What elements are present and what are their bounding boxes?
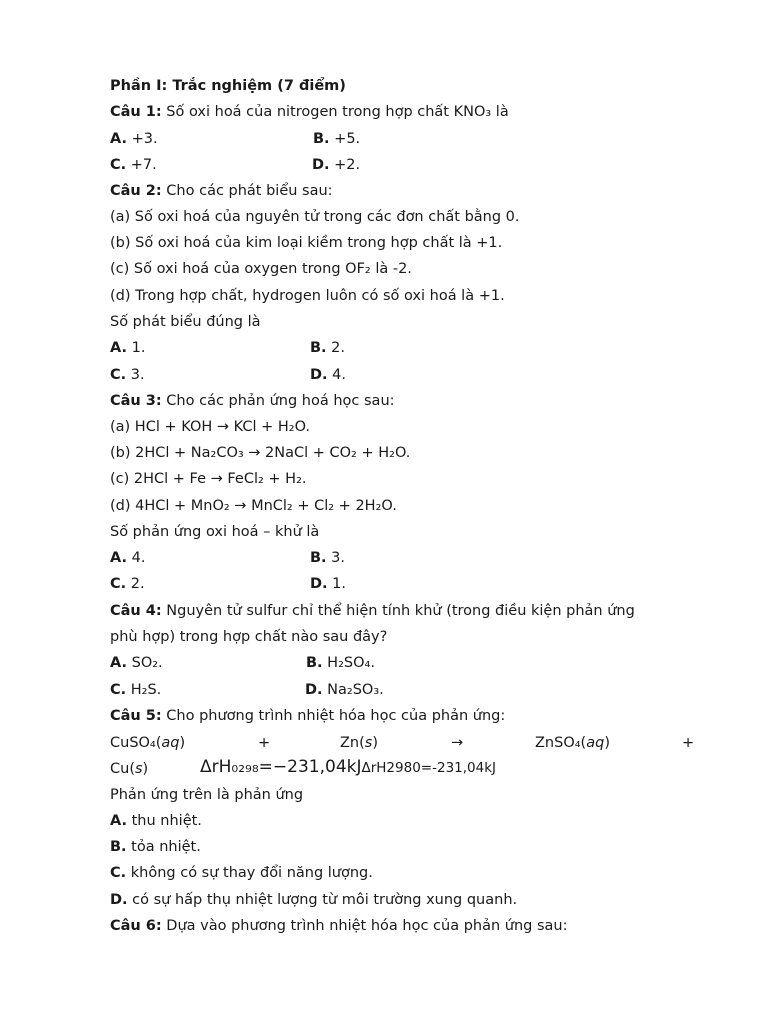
q4-option-a — [110, 653, 163, 673]
question-text: Số oxi hoá của nitrogen trong hợp chất KNO₃ là — [161, 104, 509, 120]
q1-option-c — [110, 155, 157, 175]
option-text: +7. — [130, 157, 157, 173]
option-text: 4. — [332, 367, 346, 383]
q5-equation-plus-2: + — [682, 735, 695, 751]
q3-option-c — [110, 574, 145, 594]
formula-text: ) — [179, 735, 186, 751]
q3-option-a — [110, 548, 145, 568]
q2-statement-a: (a) Số oxi hoá của nguyên tử trong các đơn chất bằng 0. — [110, 209, 520, 225]
option-label: D. — [305, 682, 323, 698]
q5-option-c — [110, 863, 373, 883]
q5-equation-term-2 — [340, 733, 378, 753]
q5-equation-term-3 — [535, 733, 610, 753]
formula-text: Zn( — [340, 735, 365, 751]
question-label: Câu 2: — [110, 183, 162, 199]
option-label: B. — [110, 839, 127, 855]
state-text: s — [364, 735, 373, 751]
formula-text: ) — [604, 735, 610, 751]
enthalpy-alt-text: ΔrH2980=-231,04kJ — [361, 760, 497, 776]
option-label: B. — [313, 131, 330, 147]
option-label: A. — [110, 340, 127, 356]
option-text: tỏa nhiệt. — [131, 839, 201, 855]
q4-option-c — [110, 680, 161, 700]
q5-option-d — [110, 890, 517, 910]
question-label: Câu 6: — [110, 918, 162, 934]
option-text: 1. — [332, 576, 346, 592]
section-title: Phần I: Trắc nghiệm (7 điểm) — [110, 78, 346, 94]
q1-option-b — [313, 129, 360, 149]
q5-enthalpy — [200, 757, 496, 778]
formula-text: ZnSO₄( — [535, 735, 587, 751]
option-label: A. — [110, 550, 127, 566]
option-text: 1. — [131, 340, 146, 356]
enthalpy-formula: ΔrH₀₂₉₈=−231,04kJ — [200, 757, 362, 777]
q5-equation-plus-1: + — [258, 735, 271, 751]
option-text: +2. — [334, 157, 361, 173]
q2-option-b — [310, 338, 345, 358]
q2-statement-b: (b) Số oxi hoá của kim loại kiềm trong hợp chất là +1. — [110, 235, 503, 251]
formula-text: Cu( — [110, 761, 135, 777]
q4-option-d — [305, 680, 384, 700]
q1-option-a — [110, 129, 158, 149]
question-label: Câu 5: — [110, 708, 162, 724]
option-label: D. — [110, 892, 128, 908]
option-label: B. — [306, 655, 323, 671]
option-text: SO₂. — [131, 655, 163, 671]
option-label: A. — [110, 813, 127, 829]
question-text: Dựa vào phương trình nhiệt hóa học của phản ứng sau: — [161, 918, 568, 934]
option-text: thu nhiệt. — [131, 813, 202, 829]
q5-equation-term-1 — [110, 733, 185, 753]
option-label: A. — [110, 655, 127, 671]
q5-equation-term-4 — [110, 759, 148, 779]
q5-option-a — [110, 811, 202, 831]
question-4-cont: phù hợp) trong hợp chất nào sau đây? — [110, 629, 388, 645]
question-1 — [110, 102, 509, 122]
q4-option-b — [306, 653, 375, 673]
option-label: A. — [110, 131, 127, 147]
option-text: 4. — [131, 550, 146, 566]
state-text: s — [134, 761, 143, 777]
q3-reaction-d: (d) 4HCl + MnO₂ → MnCl₂ + Cl₂ + 2H₂O. — [110, 498, 397, 514]
option-text: có sự hấp thụ nhiệt lượng từ môi trường xung quanh. — [132, 892, 518, 908]
q2-option-c — [110, 365, 145, 385]
option-text: +5. — [334, 131, 361, 147]
q3-option-b — [310, 548, 345, 568]
option-label: C. — [110, 157, 127, 173]
option-label: C. — [110, 682, 127, 698]
q3-ask: Số phản ứng oxi hoá – khử là — [110, 524, 320, 540]
q2-option-d — [310, 365, 346, 385]
option-label: D. — [312, 157, 330, 173]
q5-ask: Phản ứng trên là phản ứng — [110, 787, 304, 803]
option-text: 3. — [331, 550, 346, 566]
question-4 — [110, 601, 635, 621]
q5-option-b — [110, 837, 201, 857]
question-6 — [110, 916, 567, 936]
q5-equation-arrow: → — [451, 735, 464, 751]
q2-option-a — [110, 338, 145, 358]
option-text: 2. — [331, 340, 346, 356]
formula-text: ) — [142, 761, 149, 777]
question-5 — [110, 706, 505, 726]
option-text: H₂S. — [130, 682, 162, 698]
q2-statement-c: (c) Số oxi hoá của oxygen trong OF₂ là -2. — [110, 261, 412, 277]
formula-text: ) — [372, 735, 379, 751]
option-label: B. — [310, 550, 327, 566]
q3-reaction-b: (b) 2HCl + Na₂CO₃ → 2NaCl + CO₂ + H₂O. — [110, 445, 411, 461]
question-text: Cho phương trình nhiệt hóa học của phản ứng: — [161, 708, 506, 724]
question-label: Câu 1: — [110, 104, 162, 120]
q1-option-d — [312, 155, 360, 175]
option-text: 2. — [130, 576, 145, 592]
option-text: không có sự thay đổi năng lượng. — [130, 865, 373, 881]
option-label: C. — [110, 576, 127, 592]
option-text: 3. — [130, 367, 145, 383]
question-label: Câu 3: — [110, 393, 162, 409]
question-text: Cho các phát biểu sau: — [161, 183, 333, 199]
question-label: Câu 4: — [110, 603, 162, 619]
question-text: Cho các phản ứng hoá học sau: — [161, 393, 395, 409]
option-text: H₂SO₄. — [327, 655, 375, 671]
option-label: C. — [110, 865, 127, 881]
state-text: aq — [161, 735, 180, 751]
q2-statement-d: (d) Trong hợp chất, hydrogen luôn có số oxi hoá là +1. — [110, 288, 505, 304]
q3-reaction-a: (a) HCl + KOH → KCl + H₂O. — [110, 419, 311, 435]
option-text: +3. — [131, 131, 158, 147]
option-label: D. — [310, 367, 328, 383]
option-label: C. — [110, 367, 127, 383]
option-text: Na₂SO₃. — [327, 682, 384, 698]
question-2 — [110, 181, 333, 201]
q2-ask: Số phát biểu đúng là — [110, 314, 261, 330]
state-text: aq — [586, 735, 605, 751]
question-3 — [110, 391, 395, 411]
formula-text: CuSO₄( — [110, 735, 162, 751]
q3-reaction-c: (c) 2HCl + Fe → FeCl₂ + H₂. — [110, 471, 307, 487]
question-text: Nguyên tử sulfur chỉ thể hiện tính khử (trong điều kiện phản ứng — [161, 603, 635, 619]
option-label: B. — [310, 340, 327, 356]
q3-option-d — [310, 574, 346, 594]
option-label: D. — [310, 576, 328, 592]
